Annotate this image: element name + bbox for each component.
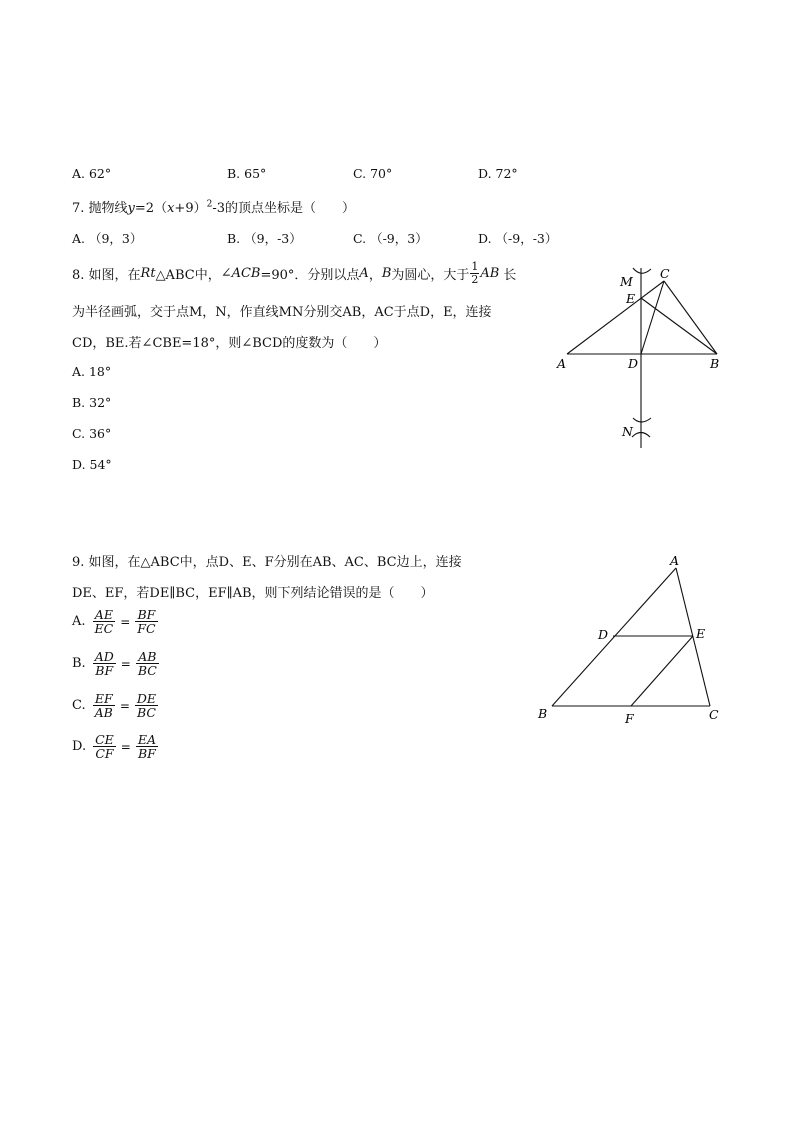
q9-d-l-num: CE [95,732,114,747]
q9-label-d: D [598,627,609,642]
q8-label-c: C [660,266,670,281]
q9-option-d-label: D. [72,739,87,755]
q9-c-l-num: EF [93,692,115,706]
q9-stem-line2: DE、EF，若DE∥BC，EF∥AB，则下列结论错误的是（ ） [72,586,434,601]
q7-option-d: D. （-9，-3） [478,231,558,246]
q8-point-a: A [359,265,369,281]
q9-b-l-num: AD [94,649,114,664]
q8-label-n: N [622,424,633,439]
q7-eq-b: +9） [174,201,207,216]
q7-option-c: C. （-9，3） [353,231,428,246]
q8-half-den: 2 [471,272,479,286]
q9-b-r-num: AB [136,650,159,664]
q8-segment-cd [641,281,664,354]
q8-segment-cb [664,281,717,354]
q9-c-l-den: AB [94,705,113,721]
q9-d-l-den: CF [95,746,114,762]
q8-half-num: 1 [471,259,479,273]
q9-a-r-den: FC [137,621,156,637]
q9-option-a-left-fraction [93,608,116,635]
q9-stem-line1: 9. 如图，在△ABC中，点D、E、F分别在AB、AC、BC边上，连接 [72,555,462,570]
q7-exponent: 2 [206,199,213,210]
q9-option-a-right-fraction [135,608,157,635]
q6-option-a: A. 62° [72,166,112,181]
q9-option-a-label: A. [72,614,86,630]
q7-var-x: x [167,201,175,216]
q9-option-b-left-fraction [93,650,116,677]
q8-arc-n-1 [633,418,651,422]
q9-option-c-label: C. [72,698,86,714]
q6-option-c: C. 70° [353,166,393,181]
q9-option-b-right-fraction [136,650,159,677]
q9-d-equals: = [120,739,131,754]
q8-half-fraction [470,261,479,285]
q9-a-l-den: EC [94,621,114,637]
q8-stem-line1 [72,258,516,288]
q9-option-b [72,650,160,677]
q8-arc-m [633,268,651,273]
q9-label-f: F [625,711,634,726]
q7-var-y: y [127,201,135,216]
q9-a-r-num: BF [135,608,157,622]
q8-comma: ， [368,267,382,283]
q9-figure [530,548,730,728]
q9-option-a [72,608,159,635]
q7-stem [72,197,355,216]
q9-option-d-left-fraction [93,733,116,760]
q9-option-d-right-fraction [136,733,158,760]
q8-angle: ∠ACB [220,265,261,281]
q9-option-c-right-fraction [135,692,158,719]
q6-option-d: D. 72° [478,166,518,181]
q8-label-e: E [626,291,636,306]
q7-option-b: B. （9，-3） [227,231,302,246]
q9-option-d [72,733,159,760]
q8-option-a: A. 18° [72,364,112,379]
q6-option-b: B. 65° [227,166,267,181]
q8-label-a: A [557,356,567,371]
q9-option-b-label: B. [72,656,86,672]
q9-segment-ab [552,568,676,706]
q9-b-l-den: BF [95,663,114,679]
q9-label-c: C [709,707,719,722]
q9-label-a: A [670,553,680,568]
q8-text-a: 8. 如图，在 [72,267,141,283]
q8-segment-ac [567,281,664,354]
q8-rt: Rt [140,265,156,281]
q9-c-r-den: BC [136,705,156,721]
q9-c-r-num: DE [136,691,157,706]
q7-eq-c: -3的顶点坐标是（ ） [212,201,355,216]
q8-stem-line3: CD，BE.若∠CBE=18°，则∠BCD的度数为（ ） [72,336,387,351]
q8-segment-be [641,298,717,354]
q8-stem-line2: 为半径画弧，交于点M，N，作直线MN分别交AB，AC于点D，E，连接 [72,305,492,320]
q8-triangle: △ABC中， [155,267,221,283]
q8-option-c: C. 36° [72,426,112,441]
q7-prefix: 7. 抛物线 [72,201,128,216]
q7-option-a: A. （9，3） [72,231,143,246]
q8-label-d: D [628,356,639,371]
q9-option-c [72,692,159,719]
q8-point-b: B [381,265,392,281]
q9-segment-ef [631,636,693,706]
q8-label-m: M [620,274,633,289]
q8-ab: AB [480,265,500,281]
q8-label-b: B [710,356,720,371]
q9-label-e: E [696,626,706,641]
q8-text-c: 为圆心，大于 [391,267,470,283]
q8-option-d: D. 54° [72,457,112,472]
q9-b-r-den: BC [137,663,157,679]
q8-option-b: B. 32° [72,395,112,410]
q8-text-d: 长 [503,267,517,283]
q9-c-equals: = [119,698,130,713]
q9-b-equals: = [120,656,131,671]
q9-d-r-den: BF [138,746,156,762]
q9-label-b: B [538,706,548,721]
q9-a-equals: = [120,614,131,629]
q8-figure [550,260,730,452]
q9-a-l-num: AE [93,608,116,622]
q9-d-r-num: EA [137,732,157,747]
q8-text-b: =90°．分别以点 [260,267,360,283]
q7-eq-a: =2（ [134,201,168,216]
q9-option-c-left-fraction [93,692,115,719]
